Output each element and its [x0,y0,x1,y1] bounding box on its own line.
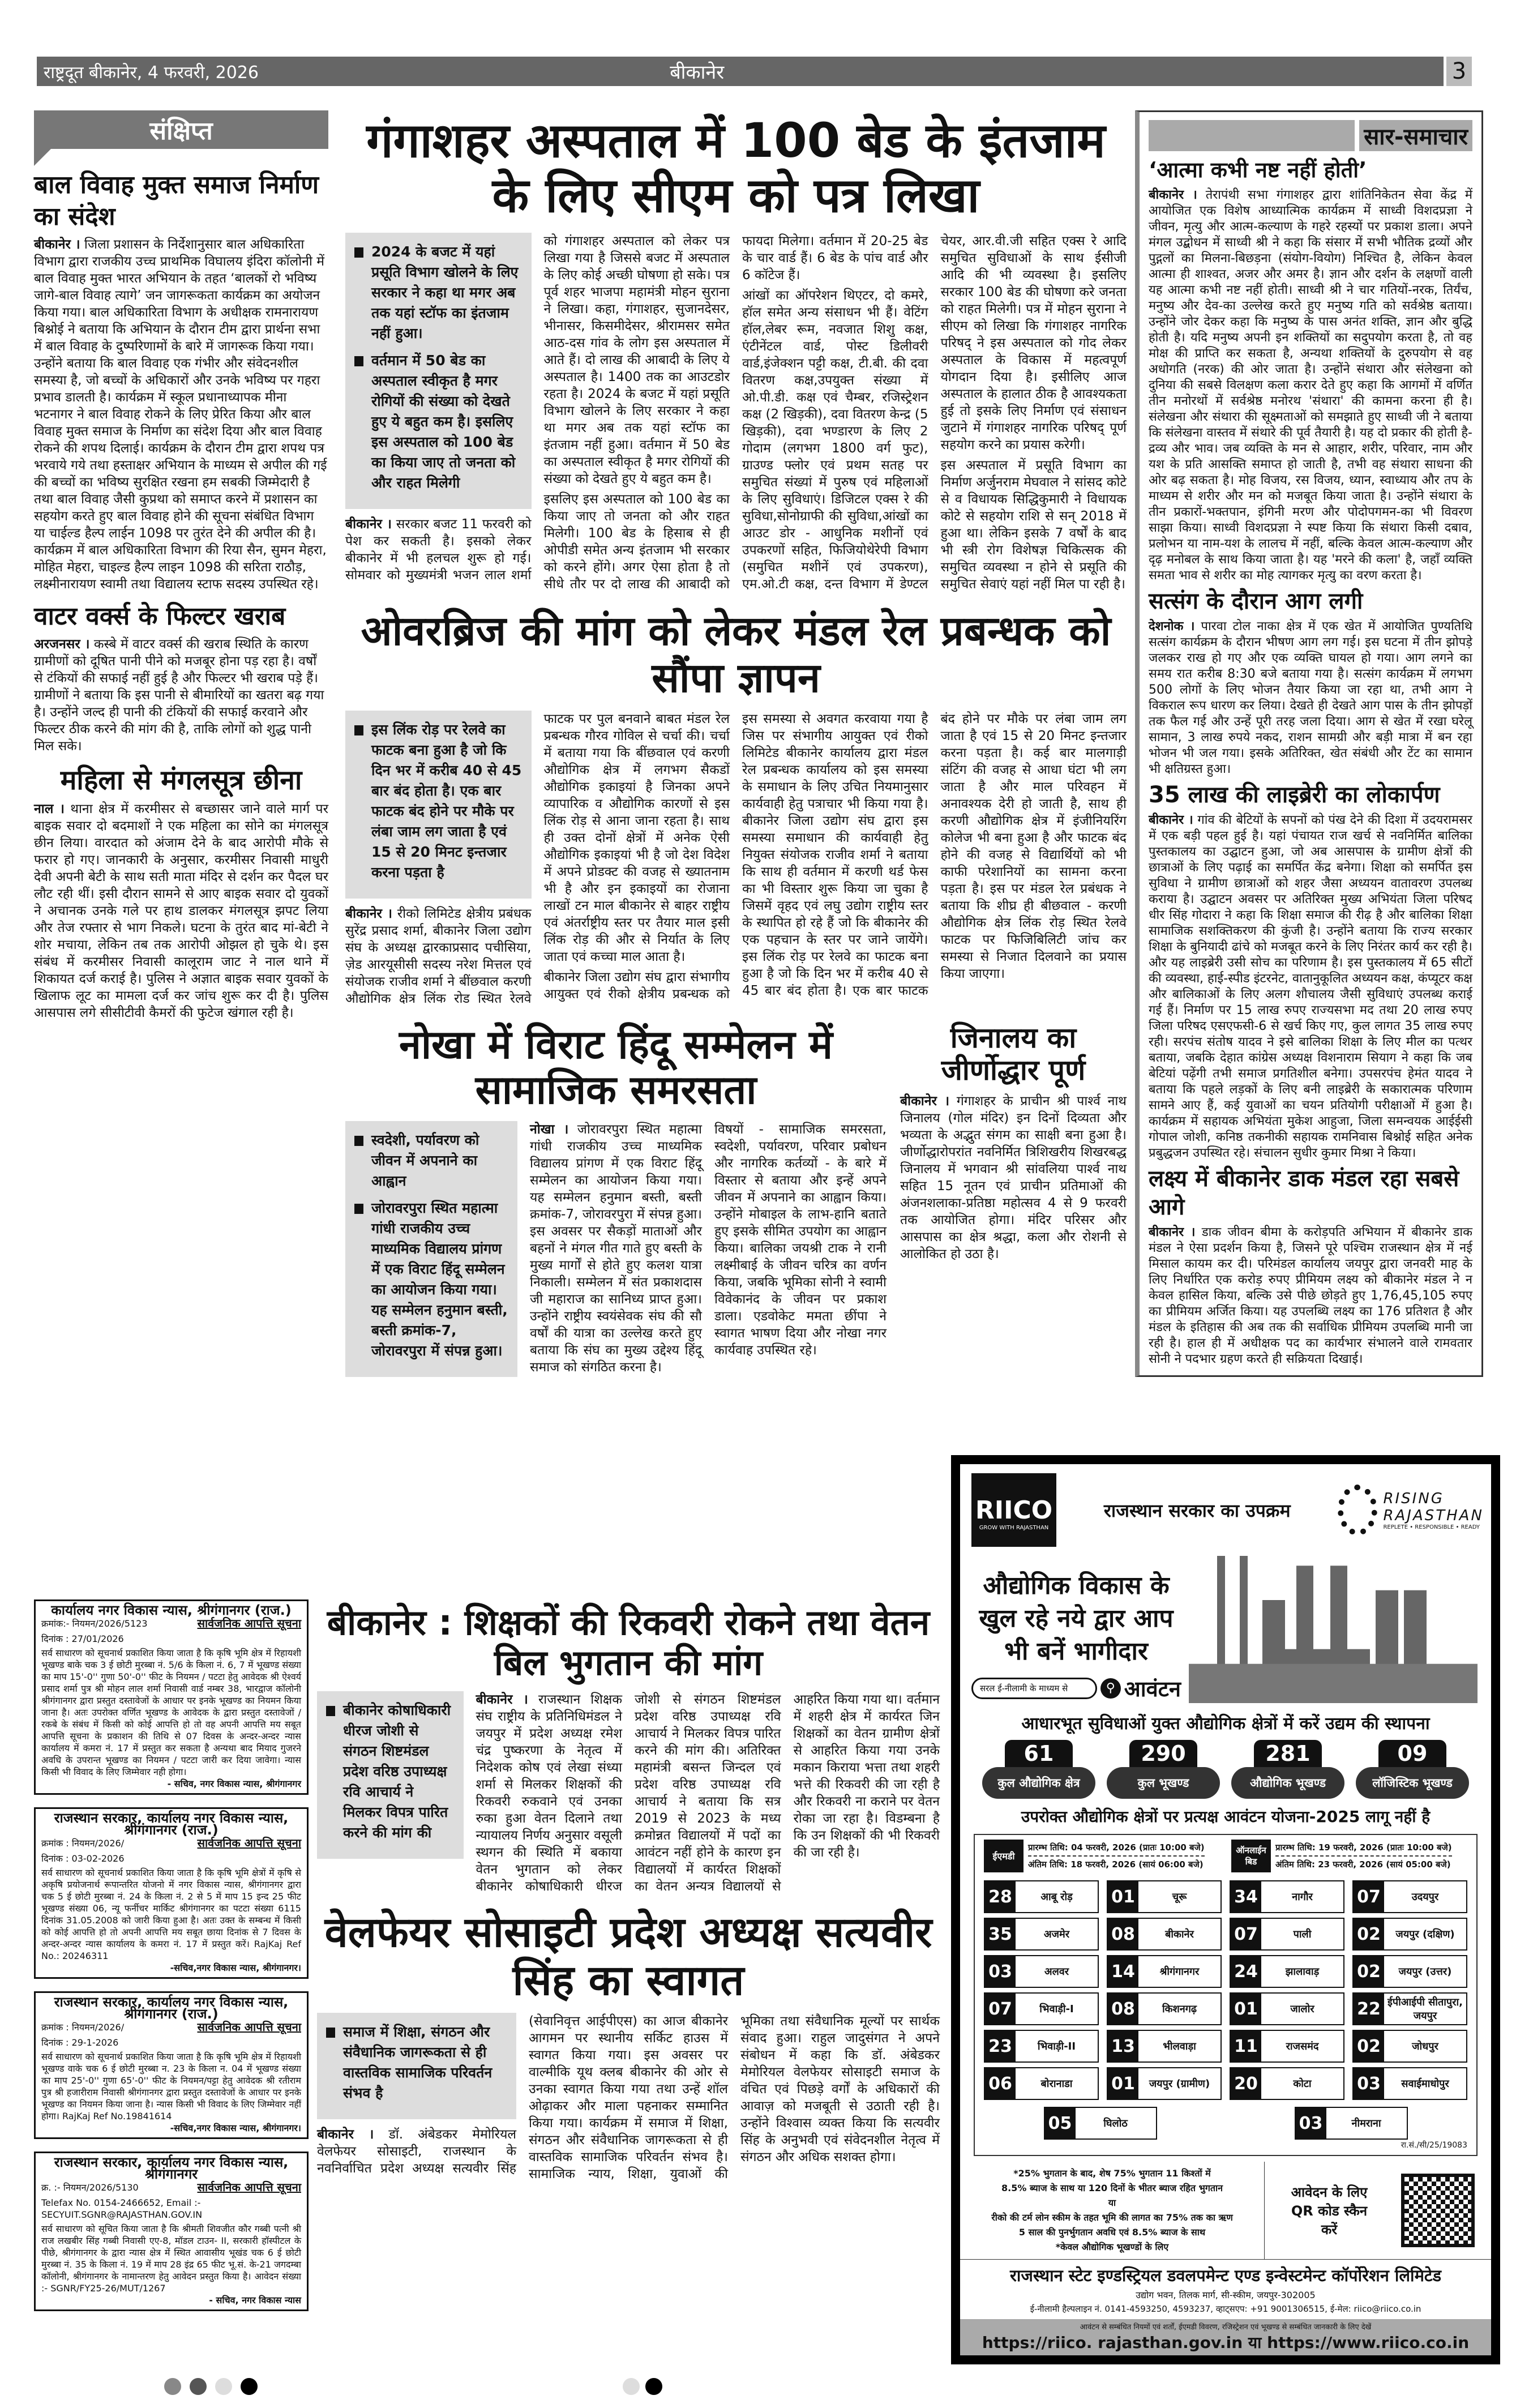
start-date: प्रारम्भ तिथि: 04 फरवरी, 2026 (प्रातः 10:00 बजे) [1028,1840,1205,1857]
registration-dot [241,2378,258,2395]
payment-line: 5 साल की पुनर्भुगतान अवधि एवं 8.5% ब्याज के साथ [1018,2227,1206,2238]
city-tile [1352,1992,1467,2025]
notice-title: राजस्थान सरकार, कार्यालय नगर विकास न्यास, श्रीगंगानगर (राज.) [54,1810,289,1838]
notice-meta [41,1618,301,1645]
article-text: डाक जीवन बीमा के करोड़पति अभियान में बीकानेर डाक मंडल ने ऐसा प्रदर्शन किया है, जिसने पूरे पश्चिम राजस्थान क्षेत्र में नई मिसाल कायम कर दी। परिमंडल कार्यालय जयपुर द्वारा जनवरी माह के लिए निर्धारित एक करोड़ रुपए प्रीमियम लक्ष्य को बीकानेर मंडल ने न केवल हासिल किया, बल्कि उसे पीछे छोड़ते हुए 1,76,45,105 रुपए का प्रीमियम अर्जित किया। यह उपलब्धि लक्ष्य का 176 प्रतिशत है और मंडल के इतिहास की अब तक की सर्वाधिक प्रीमियम उपलब्धि मानी जा रही है। हाल ही में अधीक्षक पद का कार्यभार संभालने वाले रामवतार सोनी ने पदभार ग्रहण करते ही सक्रियता दिखाई। [1149,1225,1473,1366]
city-name: अलवर [1044,1966,1069,1978]
city-plot-count: 14 [1108,1956,1138,1987]
highlight-box-welfare [317,2013,516,2119]
stat-value: 61 [1005,1740,1073,1767]
legal-notice [34,1599,309,1795]
notice-ref: क्रमांक : नियमन/2026/ [41,1838,125,1849]
brief-tag: सार-समाचार [1359,120,1472,151]
city-plot-count: 24 [1231,1956,1261,1987]
logo-text: RISING RAJASTHAN [1383,1490,1484,1524]
ad-hero-text [971,1569,1181,1703]
article-water-works [34,636,328,755]
factory-illustration [1189,1556,1478,1703]
notice-kind: सार्वजनिक आपत्ति सूचना [197,1616,301,1630]
city-name: जालोर [1290,2003,1314,2015]
dateline-place: बीकानेर । [1149,1225,1196,1239]
end-date: अंतिम तिथि: 23 फरवरी, 2026 (सायं 05:00 बजे) [1275,1859,1451,1870]
notice-date: दिनांक : 03-02-2026 [41,1853,125,1864]
stat-value: 09 [1378,1740,1446,1767]
city-name: घिलोठ [1103,2118,1128,2129]
ad-top-row [960,1464,1491,1556]
highlight-box-overbridge [345,711,532,899]
highlight-box-teachers [317,1691,464,1859]
logo-tagline: GROW WITH RAJASTHAN [979,1525,1049,1531]
qr-label: आवेदन के लिए QR कोड स्कैन करें [1291,2184,1368,2238]
city-plot-count: 05 [1045,2108,1076,2138]
tag-tail [34,149,51,166]
notice-body: सर्व साधारण को सूचित किया जाता है कि श्रीमती शिवजीत कौर गब्बी पत्नी श्री राज लखबीर सिंह गब्बी निवासी एए-8, मॉडल टाउन- II, सरकारी हॉस्पीटल के पीछे, श्रीगंगानगर के द्वारा न्यास क्षेत्र में स्थित आवासीय भूखंड चक 6 ई छोटी मुरब्बा नं. 35 के किला नं. 19 में माप 28 इंद्र 65 फीट भू.सं. के-21 जगदम्बा कॉलोनी, श्रीगंगानगर के नामान्तरण हेतु आवेदन प्रस्तुत किया है। आवेदन संख्या :- SGNR/FY25-26/MUT/1267 [41,2223,301,2294]
city-name: जयपुर (ग्रामीण) [1149,2078,1210,2090]
notice-signature: - सचिव, नगर विकास न्यास [209,2295,301,2306]
headline-mangalsutra: महिला से मंगलसूत्र छीना [60,764,302,796]
section-name: बीकानेर [670,61,725,84]
notice-kind: सार्वजनिक आपत्ति सूचना [197,2180,301,2194]
city-name: भिवाड़ी-I [1039,2003,1074,2015]
city-name: आबू रोड़ [1040,1891,1073,1903]
city-tile [1352,1955,1467,1988]
paragraph: इस अस्पताल में प्रसूति विभाग का निर्माण अर्जुनराम मेघवाल ने सांसद कोटे से व विधायक सिद्धिकुमारी ने विधायक कोटे से सहयोग राशि से सन् 2018 में हुआ था। लेकिन इसके 7 वर्षों के बाद भी स्त्री रोग विशेषज्ञ चिकित्सक की समुचित व्यवस्था न होने से प्रसूति की समुचित सेवाएं यहां नहीं मिल पा रही है। [940,458,1127,592]
brief-tag: संक्षिप्त [34,110,328,149]
city-tile [1295,2107,1408,2140]
dateline-place: बीकानेर । [476,1692,528,1707]
city-plot-count: 20 [1231,2068,1261,2099]
headline-teachers: बीकानेर : शिक्षकों की रिकवरी रोकने तथा वेतन बिल भुगतान की मांग [327,1602,930,1684]
brief-body [1149,812,1472,1161]
emd-label: ईएमडी [984,1840,1023,1872]
city-name: झालावाड़ [1285,1966,1320,1978]
dateline-place: बीकानेर । [1149,188,1197,202]
article-text: कस्बे में वाटर वर्क्स की खराब स्थिति के कारण ग्रामीणों को दूषित पानी पीने को मजबूर होना पड़ रहा है। वर्षों से टंकियों की सफाई नहीं हुई है और फिल्टर भी खराब पड़े हैं। ग्रामीणों ने बताया कि इस पानी से बीमारियों का खतरा बढ़ गया है। उन्होंने जल्द ही पानी की टंकियों की सफाई करवाने और फिल्टर ठीक करने की मांग की है, ताकि लोगों को शुद्ध पानी मिल सके। [34,637,324,754]
city-tile [1230,1992,1344,2025]
city-plot-count: 11 [1231,2031,1261,2061]
notice-signature: - सचिव, नगर विकास न्यास, श्रीगंगानगर [167,1778,301,1789]
city-plot-count: 13 [1108,2031,1138,2061]
allotment-label: आवंटन [1124,1676,1181,1701]
ad-subheadline: आधारभूत सुविधाओं युक्त औद्योगिक क्षेत्रों में करें उद्यम की स्थापना [1021,1714,1430,1734]
notice-kind: सार्वजनिक आपत्ति सूचना [197,1836,301,1850]
city-plot-count: 34 [1231,1881,1261,1912]
article-jinalay [900,1022,1127,1377]
registration-dot [164,2378,181,2395]
headline-jinalay: जिनालय का जीर्णोद्धार पूर्ण [941,1021,1086,1087]
city-tile [1107,1918,1222,1951]
notice-signature: -सचिव,नगर विकास न्यास, श्रीगंगानगर। [170,2123,301,2133]
notice-body: सर्व साधारण को सूचनार्थ प्रकाशित किया जाता है कि कृषि भूमि क्षेत्रों में कृषि से अकृषि प्रयोजनार्थ रूपान्तरित योजनो में नगर विकास न्यास, श्रीगंगानगर द्वारा चक 5 ई छोटी मुरब्बा नं. 24 के किला नं. 2 से 5 में माप 15 इन्द 25 फीट भूखण्ड संख्या 06, न्यू फर्नीचर मार्किट श्रीगंगानगर का पटटा संख्या 6115 दिनांक 31.05.2008 को जारी किया हुआ है। अतः उक्त के सम्बन्ध में किसी को कोई आपत्ति हो तो अपनी आपत्ति मय सबूत छाया दिनांक से 7 दिवस के अन्दर-अन्दर न्यास कार्यालय के कमरा नं. 17 में प्रस्तुत करें। RajKaj Ref No.: 20246311 [41,1867,301,1961]
city-tile [1230,1880,1344,1913]
city-plot-count: 03 [1354,2068,1384,2099]
headline-nokha: नोखा में विराट हिंदू सम्मेलन में सामाजिक समरसता [399,1021,833,1114]
ad-code: रा.सं./सी/25/19083 [1401,2141,1467,2150]
city-tile [984,1955,1099,1988]
dateline-place: बीकानेर । [900,1093,950,1109]
article-text: गांव की बेटियों के सपनों को पंख देने की दिशा में उदयरामसर में एक बड़ी पहल हुई है। यहां पंचायत राज खर्च से नवनिर्मित बालिका पुस्तकालय का उद्घाटन हुआ, जो अब आसपास के ग्रामीण क्षेत्रों की छात्राओं के लिए पढ़ाई का समर्पित केंद्र बनेगा। शिक्षा को समर्पित इस सुविधा ने ग्रामीण छात्राओं को शहर जैसा अध्ययन वातावरण उपलब्ध कराया है। उद्घाटन अवसर पर अतिरिक्त मुख्य अभियंता जिला परिषद धीर सिंह गोदारा ने कहा कि शिक्षा समाज की रीढ़ है और बालिका शिक्षा सामाजिक सशक्तिकरण की कुंजी है। उन्होंने बताया कि राज्य सरकार शिक्षा के बुनियादी ढांचे को मजबूत करने के लिए निरंतर कार्य कर रही है। और यह लाइब्रेरी उसी सोच का परिणाम है। इस पुस्तकालय में 65 सीटों की व्यवस्था, हाई-स्पीड इंटरनेट, वातानुकूलित अध्ययन कक्ष, कंप्यूटर कक्ष और बालिकाओं के लिए अलग शौचालय जैसी सुविधाएं उपलब्ध कराई गई हैं। निर्माण पर 15 लाख रुपए राज्यसभा मद तथा 20 लाख रुपए जिला परिषद एसएफसी-6 से खर्च किए गए, कुल लागत 35 लाख रुपए रही। सरपंच संतोष यादव ने इसे बालिका शिक्षा के लिए मील का पत्थर बताया, जबकि देहात कांग्रेस अध्यक्ष विशनाराम सियाग ने कहा कि जब बेटियां पढ़ेंगी तभी समाज प्रगतिशील बनेगा। उपसरपंच हेमंत यादव ने बताया कि पहले लड़कों के लिए बनी लाइब्रेरी के सकारात्मक परिणाम सामने आए हैं, कई युवाओं का चयन प्रतियोगी परीक्षाओं में हुआ है। कार्यक्रम में सहायक अभियंता मुकेश आहुजा, जिला समन्वयक आईईसी गोपाल जोशी, कनिष्ठ तकनीकी सहायक रामनिवास बिश्नोई सहित अनेक प्रबुद्धजन उपस्थित रहे। संचालन सुधीर कुमार मिश्रा ने किया। [1149,813,1472,1160]
search-icon: ⚲ [1100,1678,1121,1699]
qr-section [1265,2162,1491,2259]
highlight-point: जोरावरपुरा स्थित महात्मा गांधी राजकीय उच्च माध्यमिक विद्यालय प्रांगण में एक विराट हिंदू सम्मेलन का आयोजन किया गया। यह सम्मेलन हनुमान बस्ती, बस्ती क्रमांक-7, जोरावरपुरा में संपन्न हुआ। [354,1198,508,1361]
city-tile [984,2030,1099,2063]
legal-notice [34,1807,309,1979]
payment-line: *केवल औद्योगिक भूखण्डों के लिए [1055,2242,1169,2252]
notice-ref: क्र. :- नियमन/2026/5130 [41,2182,139,2193]
registration-dot [623,2378,640,2395]
city-plot-count: 23 [985,2031,1016,2061]
city-tile [1352,1880,1467,1913]
page-number: 3 [1446,57,1472,86]
city-plot-count: 02 [1354,2031,1384,2061]
city-tile [1230,2067,1344,2100]
stat-label: लॉजिस्टिक भूखण्ड [1356,1767,1469,1799]
city-plot-count: 22 [1354,1994,1384,2024]
notice-date: Telefax No. 0154-2466652, Email :- SECYUIT.SGNR@RAJASTHAN.GOV.IN [41,2197,203,2220]
registration-dot [215,2378,232,2395]
highlight-point: बीकानेर कोषाधिकारी धीरज जोशी से संगठन शिष्टमंडल प्रदेश वरिष्ठ उपाध्यक्ष रवि आचार्य ने मिलकर विपत्र पारित करने की मांग की [326,1700,455,1843]
paragraph: बीकानेर जिला उद्योग संघ द्वारा संभागीय आयुक्त एवं रीको क्षेत्रीय प्रबन्धक को इस समस्या से अवगत करवाया गया है जिस पर संभागीय आयुक्त एवं रीको लिमिटेड बीकानेर कार्यालय द्वारा मंडल रेल प्रबन्धक कार्यालय को इस समस्या के समाधान के लिए उचित नियमानुसार कार्यवाही हेतु पत्राचार भी किया गया है। बीकानेर जिला उद्योग संघ द्वारा इस समस्या समाधान की कार्यवाही हेतु नियुक्त संयोजक राजीव शर्मा ने बताया कि साथ ही वर्तमान में करणी थर्ड फेस का भी विस्तार शुरू किया जा चुका है जिसमें वृहद एवं लघु उद्योग राष्ट्रीय स्तर के स्थापित हो रहे हैं जो कि बीकानेर की एक पहचान के स्तर पर जाने जायेंगे। इस लिंक रोड़ पर रेलवे का फाटक बना हुआ है जो कि दिन भर में करीब 40 से 45 बार बंद होता है। एक बार फाटक बंद होने पर मौके पर लंबा जाम लग जाता है एवं 15 से 20 मिनट इन्तजार करना पड़ता है। कई बार मालगाड़ी संटिंग की वजह से आधा घंटा भी लग जाता है और माल परिवहन में अनावश्यक देरी हो जाती है, साथ ही करणी औद्योगिक क्षेत्र में इंजीनियरिंग कोलेज भी बना हुआ है और फाटक बंद होने की वजह से विद्यार्थियों को भी काफी परेशानियों का सामना करना पड़ता है। इस पर मंडल रेल प्रबंधक ने बताया कि शीघ्र ही बीछवाल - करणी औद्योगिक क्षेत्र लिंक रोड़ स्थित रेलवे फाटक पर फिजिबिलिटी जांच कर समस्या से निजात दिलवाने का प्रयास किया जाएगा। [543,711,1127,1002]
legal-notice [34,2152,309,2311]
search-field: सरल ई-नीलामी के माध्यम से [971,1678,1097,1699]
article-text: डॉ. अंबेडकर मेमोरियल वेलफेयर सोसाइटी, राजस्थान के नवनिर्वाचित प्रदेश अध्यक्ष सत्यवीर सिंह (सेवानिवृत्त आईपीएस) का आज बीकानेर आगमन पर स्थानीय सर्किट हाउस में स्वागत किया गया। इस अवसर पर वाल्मीकि यूथ क्लब बीकानेर की ओर से उनका स्वागत किया गया तथा उन्हें शॉल ओढ़ाकर और माला पहनाकर सम्मानित किया गया। कार्यक्रम में समाज में शिक्षा, संगठन और संवैधानिक जागरूकता से ही वास्तविक सामाजिक परिवर्तन संभव है। सामाजिक न्याय, शिक्षा, युवाओं की भूमिका तथा संवैधानिक मूल्यों पर सार्थक संवाद हुआ। राहुल जादुसंगत ने अपने संबोधन में कहा कि डॉ. अंबेडकर मेमोरियल वेलफेयर सोसाइटी समाज के वंचित एवं पिछड़े वर्गों के अधिकारों की आवाज़ को मजबूती से उठाती रही है। उन्होंने विश्वास व्यक्त किया कि सत्यवीर सिंह के अनुभवी एवं संवेदनशील नेतृत्व में संगठन और अधिक सशक्त होगा। [317,2013,940,2182]
article-nokha [345,1022,887,1377]
notice-body: सर्व साधारण को सूचनार्थ प्रकाशित किया जाता है कि कृषि भूमि क्षेत्र में रिहायशी भूखण्ड बाके चक 3 ई छोटी मुरब्बा नं. 5/6 के किला नं. 6, 7 में भूखण्ड संख्या का माप 15'-0'' गुणा 50'-0'' फीट के नियमन / पटटा हेतु आवेदक श्री ऐश्वर्य प्रसाद शर्मा पुत्र श्री मोहन लाल शर्मा निवासी वार्ड नम्बर 38, भारद्वाज कॉलोनी श्रीगंगानगर द्वारा प्रस्तुत दस्तावेजों के आधार पर इनके भूखण्ड का नियमन किया जाना है। अतः उपरोक्त वर्णित भूखण्ड के आवेदक के द्वारा प्रस्तुत दस्तावेजों / रकबे के संबंध में किसी को कोई आपत्ति हो तो वह अपनी आपत्ति मय सबूत आपत्ति सूचना के प्रकाशन की तिथि से 07 दिवस के अन्दर-अन्दर न्यास कार्यालय में कमरा नं. 17 में प्रस्तुत कर सकता है अन्यथा बाद मियाद गुजरने अवधि के उपरान्त भूखण्ड का नियमन / पटटा जारी कर दिया जावेगा। न्यास किसी भी विवाद के लिए जिम्मेवार नही होगा। [41,1648,301,1777]
paragraph: आंखों का ऑपरेशन थिएटर, दो कमरे, हॉल समेत अन्य संसाधन भी हैं। वेटिंग हॉल,लेबर रूम, नवजात शिशु कक्ष, एंटीनेंटल वार्ड, पोस्ट डिलीवरी वार्ड,इंजेक्शन पट्टी कक्ष, टी.बी. की दवा वितरण कक्ष,उपयुक्त संख्या में ओ.पी.डी. कक्ष एवं चैम्बर, रजिस्ट्रेशन कक्ष (2 खिड़की), दवा वितरण केन्द्र (5 खिड़की), दवा भण्डारण के लिए 2 गोदाम (लगभग 1800 वर्ग फुट), ग्राउण्ड फ्लोर एवं प्रथम सतह पर समुचित संख्यां में पुरुष एवं महिलाओं के लिए सुविधाएं। डिजिटल एक्स रे की सुविधा,सोनोग्राफी की सुविधा,आंखों का आउट डोर - आधुनिक मशीनों एवं उपकरणों सहित, फिजियोथेरेपी विभाग (समुचित मशीनें एवं उपकरण), एम.ओ.टी कक्ष, दन्त विभाग में डेण्टल चेयर, आर.वी.जी सहित एक्स रे आदि समुचित सुविधाओं के साथ ईसीजी आदि की भी व्यवस्था है। इसलिए सरकार 100 बेड की घोषणा करे जनता को राहत मिलेगी। पत्र में मोहन सुराना ने सीएम को लिखा कि गंगाशहर नागरिक परिषद् ने इस अस्पताल को गोद लेकर अस्पताल के विकास में महत्वपूर्ण योगदान दिया है। इसीलिए आज अस्पताल के हालात ठीक है आवश्यकता हुई तो इसके लिए निर्माण एवं संसाधन जुटाने में गंगाशहर नागरिक परिषद् पूर्ण सहयोग करने का प्रयास करेगी। [742,234,1127,592]
stat-badge [1107,1740,1220,1799]
city-name: जयपुर (उत्तर) [1398,1966,1452,1978]
city-name: सवाईमाधोपुर [1401,2078,1449,2090]
city-name: बोरानाडा [1040,2078,1073,2090]
bid-label: ऑनलाईन बिड [1231,1840,1271,1872]
city-tile [1107,2030,1222,2063]
notice-title: राजस्थान सरकार, कार्यालय नगर विकास न्यास, श्रीगंगानगर (राज.) [54,1994,289,2022]
article-text: जिला प्रशासन के निर्देशानुसार बाल अधिकारिता विभाग द्वारा राजकीय उच्च प्राथमिक विघालय इंदिरा कॉलोनी में बाल विवाह मुक्त भारत अभियान के तहत ‘बालकों रो भविष्य जागे-बाल विवाह त्यागे’ जन जागरूकता कार्यक्रम का अयोजन किया गया। बाल अधिकारिता विभाग के अधीक्षक रामनारायण बिश्नोई ने बताया कि अभियान के दौरान टीम द्वारा प्रार्थना सभा में बाल विवाह के दुष्परिणामों के बारे में जागरूक किया गया। उन्होंने बताया कि बाल विवाह एक गंभीर और संवेदनशील समस्या है, जो बच्चों के अधिकारों और उनके भविष्य पर गहरा प्रभाव डालती है। कार्यक्रम में स्कूल प्रधानाध्यापक मीना भटनागर ने बाल विवाह रोकने के लिए प्रेरित किया और बाल विवाह मुक्त समाज के निर्माण का संदेश दिया और बाल विवाह रोकने की शपथ दिलाई। कार्यक्रम के दौरान टीम द्वारा शपथ पत्र भरवाये गये तथा हस्ताक्षर अभियान के माध्यम से अपील की गई की बच्चों का भविष्य सुरक्षित रखना हम सबकी जिम्मेदारी है तथा बाल विवाह जैसी कुप्रथा को समाप्त करने में प्रशासन का सहयोग करते हुए बाल विवाह होने की सूचना संबंधित विभाग या चाईल्ड हैल्प लाईन 1098 पर तुरंत देने की अपील की है। कार्यक्रम में बाल अधिकारिता विभाग की रिया सैन, सुमन मेहरा, मोहित मेहरा, चाइल्ड हैल्प लाइन 1098 की सरिता राठौड़, लक्ष्मीनारायण स्वामी तथा विद्यालय स्टाफ सदस्य उपस्थित रहे। [34,237,327,592]
brief-headline: लक्ष्य में बीकानेर डाक मंडल रहा सबसे आगे [1149,1166,1459,1220]
article-text: पारवा टोल नाका क्षेत्र में एक खेत में आयोजित पुण्यतिथि सत्संग कार्यक्रम के दौरान भीषण आग लग गई। इस घटना में तीन झोपड़े जलकर राख हो गए और एक व्यक्ति घायल हो गया। आग लगने का समय रात करीब 8:30 बजे बताया गया है। सत्संग कार्यक्रम में लगभग 500 लोगों के लिए भोजन तैयार किया जा रहा था, तभी आग ने विकराल रूप धारण कर लिया। देखते ही देखते आग पास के तीन झोपड़ों तक फैल गई और उन्हें पूरी तरह जला दिया। आग से खेत में रखा घरेलू सामान, 3 लाख रुपये नकद, राशन सामग्री और बड़ी मात्रा में बन रहा भोजन भी जल गया। इसके अतिरिक्त, खेत संबंधी और टेंट का सामान भी क्षतिग्रस्त हुआ। [1149,619,1472,776]
city-name: कोटा [1293,2078,1312,2090]
stat-label: कुल भूखण्ड [1107,1767,1220,1799]
helpline: ई-नीलामी हैल्पलाइन नं. 0141-4593250, 4593237, व्हाट्सएप: +91 9001306515, ई-मेल: riico@riico.co.in [1030,2304,1421,2314]
headline-child-marriage: बाल विवाह मुक्त समाज निर्माण का संदेश [34,170,319,231]
city-plot-count: 03 [1296,2108,1326,2138]
city-name: उदयपुर [1411,1891,1439,1903]
registration-dot [190,2378,207,2395]
logo-tagline: REPLETE • RESPONSIBLE • READY [1383,1524,1480,1530]
article-text: सरकार बजट 11 फरवरी को पेश कर सकती है। इसको लेकर बीकानेर में भी हलचल शुरू हो गई। सोमवार को मुख्यमंत्री भजन लाल शर्मा को गंगाशहर अस्पताल को लेकर पत्र लिखा गया है जिससे बजट में अस्पताल के लिए कोई अच्छी घोषणा हो सके। पत्र पूर्व शहर भाजपा महामंत्री मोहन सुराना ने लिखा। कहा, गंगाशहर, सुजानदेसर, भीनासर, किसमीदेसर, श्रीरामसर समेत आठ-दस गांव के लोग इस अस्पताल में आते हैं। दो लाख की आबादी के लिए ये अस्पताल है। 1400 तक का आउटडोर रहता है। 2024 के बजट में यहां प्रसूति विभाग खोलने के लिए सरकार ने कहा था मगर अब तक यहां स्टॉफ का इंतजाम नहीं हुआ। वर्तमान में 50 बेड का अस्पताल स्वीकृत है मगर रोगियों की संख्या को देखते हुए ये बहुत कम है। [345,234,730,583]
legal-notice [34,1991,309,2139]
article-text: गंगाशहर के प्राचीन श्री पार्श्व नाथ जिनालय (गोल मंदिर) इन दिनों दिव्यता और भव्यता के अद्भुत संगम का साक्षी बना हुआ है। जीर्णोद्धारोपरांत नवनिर्मित त्रिशिखरीय शिखरबद्ध जिनालय में भगवान श्री सांवलिया पार्श्व नाथ सहित 15 नूतन एवं प्राचीन प्रतिमाओं की अंजनशलाका-प्रतिष्ठा महोत्सव 4 से 9 फरवरी तक आयोजित होगा। मंदिर परिसर और आसपास का क्षेत्र श्रद्धा, कला और रोशनी से आलोकित हो उठा है। [900,1093,1127,1261]
dateline-place: देशनोक । [1149,619,1195,634]
headline-welfare: वेलफेयर सोसाइटी प्रदेश अध्यक्ष सत्यवीर सिंह का स्वागत [324,1907,932,2005]
logo-text: RIICO [975,1496,1053,1525]
address: उद्योग भवन, तिलक मार्ग, सी-स्कीम, जयपुर-302005 [1136,2290,1316,2300]
city-name: अजमेर [1043,1928,1070,1940]
tag-bar [1149,120,1355,151]
payment-terms [960,2162,1265,2259]
paragraph: विषयों - सामाजिक समरसता, स्वदेशी, पर्यावरण, परिवार प्रबोधन और नागरिक कर्तव्यों - के बारे में विस्तार से बताया और इन्हें अपने जीवन में अपनाने का आह्वान किया। उन्होंने मोबाइल के लाभ-हानि बताते हुए इसके सीमित उपयोग का आह्वान किया। बालिका जयश्री टाक ने रानी लक्ष्मीबाई के जीवन चरित्र का वर्णन किया, जबकि भूमिका सोनी ने स्वामी विवेकानंद के जीवन पर प्रकाश डाला। एडवोकेट ममता छींपा ने स्वागत भाषण दिया और नोखा नगर कार्यवाह उपस्थित रहे। [714,1122,887,1358]
city-tile [1352,2030,1467,2063]
riico-advertisement [951,1455,1500,2364]
bottom-stories [317,1602,940,2183]
article-text: तेरापंथी सभा गंगाशहर द्वारा शांतिनिकेतन सेवा केंद्र में आयोजित एक विशेष आध्यात्मिक कार्यक्रम में साध्वी विशदप्रज्ञा ने जीवन, मृत्यु और आत्म-कल्याण के गहरे रहस्यों पर प्रकाश डाला। अपने मंगल उद्बोधन में साध्वी श्री ने कहा कि संसार में सभी भौतिक द्रव्यों और पुद्गलों का मिलना-बिछड़ना (संयोग-वियोग) निश्चित है, लेकिन केवल आत्मा ही शाश्वत, अजर और अमर है। ज्ञान और दर्शन के लक्षणों वाली यह आत्मा कभी नष्ट नहीं होती। साध्वी श्री ने चार गतियों-नरक, तिर्यंच, मनुष्य और देव-का उल्लेख करते हुए मनुष्य गति को सर्वश्रेष्ठ बताया। उन्होंने जोर देकर कहा कि मनुष्य के पास अनंत शक्ति, ज्ञान और बुद्धि होती है। यदि मनुष्य अपनी इन शक्तियों का सदुपयोग करता है, तो वह मोक्ष की प्राप्ति कर सकता है, अन्यथा शक्तियों के दुरुपयोग से वह अधोगति (नरक) की ओर जाता है। उन्होंने संथारा और संलेखना को दुनिया की सबसे विलक्षण कला करार देते हुए कहा कि आगमों में वर्णित तीन मनोरथों में सर्वश्रेष्ठ मनोरथ 'संथारा' की कामना करना ही है। संलेखना और संथारा की सूक्ष्मताओं को समझाते हुए साध्वी जी ने बताया कि संलेखना वास्तव में संथारे की पूर्व तैयारी है। यह दो प्रकार की होती है-द्रव्य और भाव। जब व्यक्ति के मन से आहार, शरीर, परिवार, नाम और यश के प्रति आसक्ति समाप्त हो जाती है, तभी वह संथारा साधना की ओर बढ़ सकता है। मोह विजय, रस विजय, ध्यान, स्वाध्याय और तप के माध्यम से शरीर और मन को मजबूत किया जाता है। उन्होंने संथारा के तीन प्रकारों-भक्तपान, इंगिनी मरण और पोदोपगमन-का भी विवरण साझा किया। साध्वी विशदप्रज्ञा ने स्पष्ट किया कि संथारा किसी दबाव, प्रलोभन या नाम-यश के लालच में नहीं, बल्कि केवल आत्म-कल्याण और दृढ़ मनोबल के साथ किया जाता है। यह 'मरने की कला' है, जहाँ व्यक्ति समता भाव से शरीर का मोह त्यागकर मृत्यु का वरण करता है। [1149,188,1472,583]
stat-value: 290 [1129,1740,1197,1767]
news-brief-box [1135,110,1483,1377]
nokha-row [345,1022,1127,1377]
article-welfare [317,2013,940,2183]
city-extra-row [975,2107,1476,2140]
corporation-name: राजस्थान स्टेट इण्डस्ट्रियल डवलपमेन्ट एण्ड इन्वेस्टमेन्ट कॉर्पोरेशन लिमिटेड [1009,2266,1442,2285]
city-name: भिवाड़ी-II [1037,2041,1076,2052]
city-name: किशनगढ़ [1162,2003,1197,2015]
dateline-place: नोखा । [530,1122,569,1137]
stat-badge [1231,1740,1344,1799]
brief-body [1149,1225,1472,1367]
city-plot-count: 02 [1354,1956,1384,1987]
stat-value: 281 [1254,1740,1322,1767]
notice-meta [41,2182,301,2221]
city-name: नीमराना [1351,2118,1381,2129]
registration-dot [645,2378,662,2395]
article-mangalsutra [34,801,328,1021]
stat-label: कुल औद्योगिक क्षेत्र [982,1767,1095,1799]
highlight-point: इस लिंक रोड़ पर रेलवे का फाटक बना हुआ है जो कि दिन भर में करीब 40 से 45 बार बंद होता है। एक बार फाटक बंद होने पर मौके पर लंबा जाम लग जाता है एवं 15 से 20 मिनट इन्तजार करना पड़ता है [354,720,523,883]
notice-meta [41,2021,301,2048]
highlight-point: स्वदेशी, पर्यावरण को जीवन में अपनाने का आह्वान [354,1130,508,1191]
city-tile [1230,2030,1344,2063]
city-tile [1107,1880,1222,1913]
dateline-place: अरजनसर । [34,637,90,652]
city-tile [1352,1918,1467,1951]
highlight-point: वर्तमान में 50 बेड का अस्पताल स्वीकृत है मगर रोगियों की संख्या को देखते हुए ये बहुत कम है। इसलिए इस अस्पताल को 100 बेड का किया जाए तो जनता को और राहत मिलेगी [354,350,523,493]
article-overbridge [345,711,1127,1007]
article-text: जोरावरपुरा स्थित महात्मा गांधी राजकीय उच्च माध्यमिक विद्यालय प्रांगण में एक विराट हिंदू सम्मेलन का आयोजन किया गया। यह सम्मेलन हनुमान बस्ती, बस्ती क्रमांक-7, जोरावरपुरा में संपन्न हुआ। इस अवसर पर सैकड़ों माताओं और बहनों ने मंगल गीत गाते हुए बस्ती के मुख्य मार्गों से होते हुए कलश यात्रा निकाली। सम्मेलन में संत प्रकाशदास जी महाराज का सानिध्य प्राप्त हुआ। उन्होंने राष्ट्रीय स्वयंसेवक संघ की सौ वर्षों की यात्रा का उल्लेख करते हुए बताया कि संघ का मुख्य उद्देश्य हिंदू समाज को संगठित करना है। [530,1122,703,1375]
city-name: जोधपुर [1412,2041,1438,2052]
notice-kind: सार्वजनिक आपत्ति सूचना [197,2020,301,2034]
brief-headline: ‘आत्मा कभी नष्ट नहीं होती’ [1149,157,1367,182]
article-child-marriage [34,236,328,593]
highlight-point: 2024 के बजट में यहां प्रसूति विभाग खोलने के लिए सरकार ने कहा था मगर अब तक यहां स्टॉफ का इंतजाम नहीं हुआ। [354,242,523,344]
city-tile [1107,1955,1222,1988]
notice-title: राजस्थान सरकार, कार्यालय नगर विकास न्यास, श्रीगंगानगर [54,2154,289,2182]
dateline-place: बीकानेर । [345,517,392,532]
city-plot-count: 35 [985,1919,1016,1949]
end-date: अंतिम तिथि: 18 फरवरी, 2026 (सायं 06:00 बजे) [1028,1859,1204,1870]
stat-badge [982,1740,1095,1799]
article-text: थाना क्षेत्र में करमीसर से बच्छासर जाने वाले मार्ग पर बाइक सवार दो बदमाशों ने एक महिला का सोने का मंगलसूत्र छीन लिया। वारदात को अंजाम देने के बाद आरोपी मौके से फरार हो गए। जानकारी के अनुसार, करमीसर निवासी माधुरी देवी अपनी बेटी के साथ सती माता मंदिर से दर्शन कर पैदल घर लौट रही थीं। इसी दौरान सामने से आए बाइक सवार दो युवकों ने अचानक उनके गले पर हाथ डालकर मंगलसूत्र झपट लिया और तेज रफ्तार से भाग निकले। घटना के तुरंत बाद मां-बेटी ने शोर मचाया, लेकिन तब तक आरोपी ओझल हो चुके थे। इस संबंध में करमीसर निवासी कालूराम जाट ने नाल थाने में शिकायत दर्ज कराई है। पुलिस ने अज्ञात बाइक सवार युवकों के खिलाफ लूट का मामला दर्ज कर जांच शुरू कर दी है। पुलिस आसपास लगे सीसीटीवी कैमरों की फुटेज खंगाल रही है। [34,802,329,1021]
dateline-place: बीकानेर । [34,237,80,252]
article-text: राजस्थान शिक्षक संघ राष्ट्रीय के प्रतिनिधिमंडल ने जयपुर में प्रदेश अध्यक्ष रमेश चंद्र पुष्करणा के नेतृत्व में निदेशक कोष एवं लेखा संध्या शर्मा से मिलकर शिक्षकों की रिकवरी रुकवाने एवं उनका रुका हुआ वेतन दिलाने तथा न्यायालय निर्णय अनुसार वसूली स्थगन की स्थिति में बकाया वेतन भुगतान को लेकर बीकानेर कोषाधिकारी धीरज जोशी से संगठन शिष्टमंडल प्रदेश वरिष्ठ उपाध्यक्ष रवि आचार्य ने मिलकर विपत्र पारित करने की मांग की। अतिरिक्त महामंत्री बसन्त जिन्दल एवं प्रदेश वरिष्ठ उपाध्यक्ष रवि आचार्य ने बताया कि सत्र 2019 से 2023 के मध्य क्रमोन्नत विद्यालयों में पदों का आवंटन नहीं होने के कारण इन विद्यालयों में कार्यरत शिक्षकों का वेतन अन्यत्र विद्यालयों से आहरित किया गया था। वर्तमान में शहरी क्षेत्र में कार्यरत जिन शिक्षकों का वेतन ग्रामीण क्षेत्रों से आहरित किया गया उनके मकान किराया भत्ता तथा शहरी भत्ते की रिकवरी की जा रही है और रिकवरी ना कराने पर वेतन रोका जा रहा है। विडम्बना है कि उन शिक्षकों की भी रिकवरी की जा रही है। [476,1692,940,1894]
riico-logo [971,1473,1056,1547]
city-tile [1230,1955,1344,1988]
article-teachers [317,1691,940,1895]
city-tile [984,1992,1099,2025]
city-plot-count: 06 [985,2068,1016,2099]
ad-footer [960,2162,1491,2260]
notice-title: कार्यालय नगर विकास न्यास, श्रीगंगानगर (राज.) [51,1602,292,1618]
emd-dates [984,1840,1220,1872]
notice-date: दिनांक : 27/01/2026 [41,1633,124,1644]
city-tile [1107,2067,1222,2100]
bid-dates [1231,1840,1467,1872]
highlight-box-nokha [345,1121,517,1377]
city-plot-count: 07 [985,1994,1016,2024]
corporation-block [960,2260,1491,2319]
payment-line: या [1108,2197,1116,2208]
highlight-point: समाज में शिक्षा, संगठन और संवैधानिक जागरूकता से ही वास्तविक सामाजिक परिवर्तन संभव है [326,2022,507,2103]
dateline: राष्ट्रदूत बीकानेर, 4 फरवरी, 2026 [44,62,259,83]
city-tile [984,1918,1099,1951]
city-plot-count: 07 [1354,1881,1384,1912]
notice-ref: क्रमांक:- नियमन/2026/5123 [41,1618,148,1629]
e-auction-search [971,1674,1181,1703]
main-stories [345,113,1127,1377]
headline-hospital: गंगाशहर अस्पताल में 100 बेड के इंतजाम के लिए सीएम को पत्र लिखा [366,113,1106,223]
qr-code[interactable] [1401,2174,1475,2247]
payment-line: रीको की टर्म लोन स्कीम के तहत भूमि की लागत का 75% तक का ऋण [991,2212,1233,2223]
city-plot-count: 01 [1231,1994,1261,2024]
dateline-place: बीकानेर । [317,2127,374,2142]
website-links[interactable]: https://riico. rajasthan.gov.in या https://www.riico.co.in [982,2333,1470,2352]
notice-ref: क्रमांक : नियमन/2026/ [41,2022,125,2033]
city-plot-count: 08 [1108,1994,1138,2024]
city-tile [1107,1992,1222,2025]
govt-undertaking: राजस्थान सरकार का उपक्रम [1103,1499,1291,1521]
brief-headline: 35 लाख की लाइब्रेरी का लोकार्पण [1149,782,1440,808]
city-name: श्रीगंगानगर [1159,1966,1200,1978]
page-header [37,57,1444,86]
start-date: प्रारम्भ तिथि: 19 फरवरी, 2026 (प्रातः 10:00 बजे) [1275,1840,1452,1857]
rising-rajasthan-logo [1338,1485,1484,1536]
url-note: आवंटन से सम्बंधित नियमों एवं शर्तों, ईएमडी विवरण, रजिस्ट्रेशन एवं भूखण्ड से सम्बंधित जानकारी के लिए देखें [1080,2323,1372,2332]
city-tile [1352,2067,1467,2100]
dateline-place: नाल । [34,802,65,817]
highlight-box-hospital [345,233,532,509]
dateline-place: बीकानेर । [345,906,393,921]
ad-note: उपरोक्त औद्योगिक क्षेत्रों पर प्रत्यक्ष आवंटन योजना-2025 लागू नहीं है [1021,1807,1431,1826]
paragraph: इसलिए इस अस्पताल को 100 बेड का किया जाए तो जनता को और राहत मिलेगी। 100 बेड के हिसाब से ही ओपीडी समेत अन्य इंतजाम भी सरकार को करने होंगे। अगर ऐसा होता है तो सीधे तौर पर दो लाख की आबादी को फायदा मिलेगा। वर्तमान में 20-25 बेड के चार वार्ड हैं। 6 बेड के पांच वार्ड और 6 कॉटेज हैं। [543,234,928,592]
city-plot-count: 07 [1231,1919,1261,1949]
schedule-box [974,1834,1478,2156]
stats-row [960,1740,1491,1799]
ad-url-bar [960,2319,1491,2355]
notice-body: सर्व साधारण को सूचनार्थ प्रकाशित किया जाता है कि कृषि भूमि क्षेत्र में रिहायशी भूखण्ड वाके चक 6 ई छोटी मुरब्बा न. 23 के किला न. 04 में भूखण्ड संख्या का माप 25'-0'' गुणा 65'-0'' फीट के नियमन/पट्टा हेतु आवेदक श्री रतीराम पुत्र श्री हजारीराम निवासी श्रीगंगानगर द्वारा प्रस्तुत दस्तावेजों के आधार पर इनके भूखण्ड का नियमन किया जाना है। न्यास किसी भी विवाद के लिए जिम्मेवार नहीं होगा। RajKaj Ref No.19841614 [41,2051,301,2122]
city-plot-count: 01 [1108,2068,1138,2099]
city-name: चूरू [1172,1891,1187,1903]
brief-body [1149,187,1472,584]
brief-column [34,110,328,1021]
city-plot-count: 01 [1108,1881,1138,1912]
city-name: ईपीआईपी सीतापुरा, जयपुर [1387,1996,1463,2022]
brief-body [1149,619,1472,777]
payment-line: *25% भुगतान के बाद, शेष 75% भुगतान 11 किश्तों में [1013,2168,1211,2179]
city-name: बीकानेर [1165,1928,1194,1940]
ad-headline: औद्योगिक विकास के खुल रहे नये द्वार आप भी बनें भागीदार [979,1571,1174,1666]
city-tile [984,2067,1099,2100]
headline-water-works: वाटर वर्क्स के फिल्टर खराब [34,602,286,631]
city-tile [1044,2107,1157,2140]
sunburst-icon [1338,1485,1377,1536]
city-name: भीलवाड़ा [1163,2041,1196,2052]
article-text: रीको लिमिटेड क्षेत्रीय प्रबंधक सुरेंद्र प्रसाद शर्मा, बीकानेर जिला उद्योग संघ के अध्यक्ष द्वारकाप्रसाद पचीसिया, ज़ेड आरयूसीसी सदस्य नरेश मित्तल एवं संयोजक राजीव शर्मा ने बींछवाल करणी औद्योगिक क्षेत्र लिंक रोड स्थित रेलवे फाटक पर पुल बनवाने बाबत मंडल रेल प्रबन्धक गौरव गोविल से चर्चा की। चर्चा में बताया गया कि बींछवाल एवं करणी औद्योगिक क्षेत्र में लगभग सैकडों औद्योगिक इकाइयां है जिनका अपने व्यापारिक व औद्योगिक कारणों से इस लिंक रोड़ से आना जाना रहता है। साथ ही उक्त दोनों क्षेत्रों में अनेक ऐसी औद्योगिक इकाइयां भी है जो देश विदेश में अपने प्रोडक्ट की वजह से ख्यातनाम भी है और इन इकाइयों का रोजाना लाखों टन माल बीकानेर से बाहर राष्ट्रीय एवं अंतर्राष्ट्रीय स्तर पर तैयार माल इसी लिंक रोड़ की और से निर्यात के लिए जाता एवं कच्चा माल आता है। [345,711,730,1006]
stat-badge [1356,1740,1469,1799]
city-grid [975,1877,1476,2103]
brief-headline: सत्संग के दौरान आग लगी [1149,588,1363,614]
notice-date: दिनांक : 29-1-2026 [41,2037,119,2048]
headline-overbridge: ओवरब्रिज की मांग को लेकर मंडल रेल प्रबन्धक को सौंपा ज्ञापन [361,607,1111,702]
brief-list [1149,156,1472,1367]
city-name: नागौर [1292,1891,1313,1903]
city-plot-count: 03 [985,1956,1016,1987]
legal-notices [34,1599,309,2324]
notice-signature: -सचिव,नगर विकास न्यास, श्रीगंगानगर। [170,1962,301,1973]
city-plot-count: 28 [985,1881,1016,1912]
city-name: जयपुर (दक्षिण) [1395,1928,1455,1940]
notice-meta [41,1837,301,1864]
dateline-place: बीकानेर । [1149,813,1193,827]
stat-label: औद्योगिक भूखण्ड [1231,1767,1344,1799]
city-plot-count: 02 [1354,1919,1384,1949]
city-name: राजसमंद [1286,2041,1319,2052]
payment-line: 8.5% ब्याज के साथ या 120 दिनों के भीतर ब्याज रहित भुगतान [1001,2183,1223,2193]
ad-hero [960,1556,1491,1703]
article-hospital [345,233,1127,593]
city-tile [984,1880,1099,1913]
city-tile [1230,1918,1344,1951]
city-plot-count: 08 [1108,1919,1138,1949]
city-name: पाली [1293,1928,1312,1940]
